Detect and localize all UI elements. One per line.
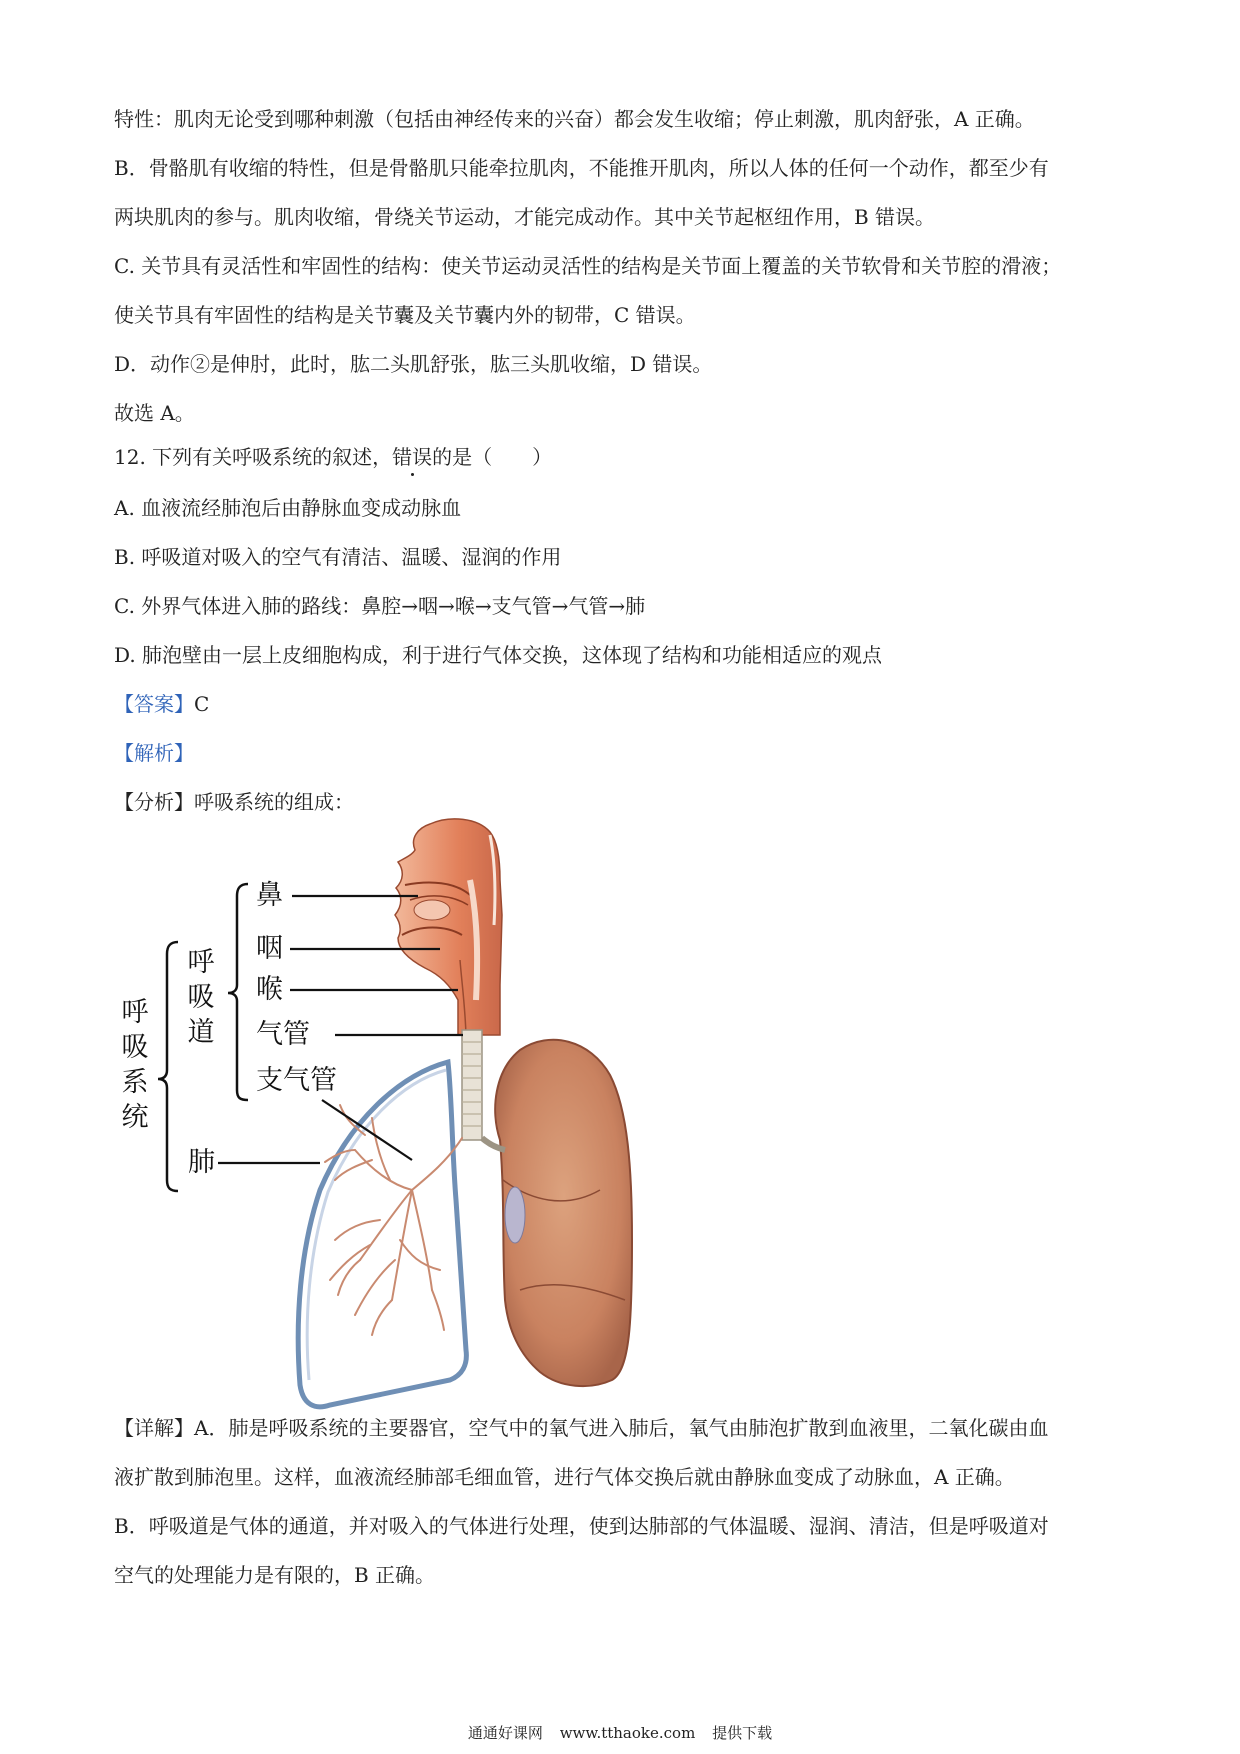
airway-brace: [228, 884, 248, 1100]
detail-text-1: A．肺是呼吸系统的主要器官，空气中的氧气进入肺后，氧气由肺泡扩散到血液里，二氧化碳由血: [194, 1416, 1049, 1440]
label-bronchi: 支气管: [256, 1065, 337, 1096]
page-footer: [0, 1722, 1240, 1743]
footer-site: 通通好课网: [467, 1724, 543, 1742]
system-brace: [158, 942, 178, 1191]
answer-value: C: [194, 692, 210, 716]
head-section-illustration: [395, 819, 502, 1035]
label-trachea: 气管: [256, 1019, 310, 1050]
trachea-illustration: [462, 1030, 482, 1140]
label-lung: 肺: [188, 1147, 215, 1178]
paragraph-line-5: 使关节具有牢固性的结构是关节囊及关节囊内外的韧带，C 错误。: [114, 303, 696, 327]
question-stem-post: 的是（ ）: [432, 445, 553, 469]
detail-line-3: B．呼吸道是气体的通道，并对吸入的气体进行处理，使到达肺部的气体温暖、湿润、清洁，但是呼吸道对: [114, 1514, 1049, 1538]
label-larynx: 喉: [256, 974, 283, 1005]
question-stem-emphasis: 错误: [392, 445, 433, 469]
paragraph-line-6: D．动作②是伸肘，此时，肱二头肌舒张，肱三头肌收缩，D 错误。: [114, 352, 713, 376]
label-nose: 鼻: [256, 880, 283, 911]
answer-tag: 【答案】: [114, 692, 194, 716]
paragraph-line-2: B．骨骼肌有收缩的特性，但是骨骼肌只能牵拉肌肉，不能推开肌肉，所以人体的任何一个动作，都至少有: [114, 156, 1049, 180]
detail-line-4: 空气的处理能力是有限的，B 正确。: [114, 1563, 436, 1587]
label-respiratory-system: 呼吸系统: [121, 997, 149, 1133]
paragraph-line-1: 特性：肌肉无论受到哪种刺激（包括由神经传来的兴奋）都会发生收缩；停止刺激，肌肉舒张，A 正确。: [114, 107, 1035, 131]
paragraph-line-4: C. 关节具有灵活性和牢固性的结构：使关节运动灵活性的结构是关节面上覆盖的关节软骨和关节腔的滑液；: [114, 254, 1062, 278]
footer-url[interactable]: www.tthaoke.com: [559, 1724, 696, 1742]
option-a: A. 血液流经肺泡后由静脉血变成动脉血: [114, 496, 462, 520]
option-c: C. 外界气体进入肺的路线：鼻腔→咽→喉→支气管→气管→肺: [114, 594, 646, 618]
paragraph-line-3: 两块肌肉的参与。肌肉收缩，骨绕关节运动，才能完成动作。其中关节起枢纽作用，B 错误。: [114, 205, 936, 229]
label-airway: 呼吸道: [187, 947, 215, 1048]
fenxi-text: 呼吸系统的组成：: [194, 790, 354, 814]
detail-line-1: [114, 1416, 1048, 1440]
footer-note: 提供下载: [712, 1724, 773, 1742]
paragraph-line-7: 故选 A。: [114, 401, 195, 425]
question-stem-pre: 12. 下列有关呼吸系统的叙述，: [114, 445, 393, 469]
option-d: D. 肺泡壁由一层上皮细胞构成，利于进行气体交换，这体现了结构和功能相适应的观点: [114, 643, 883, 667]
fenxi-tag: 【分析】: [114, 790, 194, 814]
detail-tag: 【详解】: [114, 1416, 194, 1440]
option-b: B. 呼吸道对吸入的空气有清洁、温暖、湿润的作用: [114, 545, 562, 569]
label-pharynx: 咽: [256, 933, 283, 964]
detail-line-2: 液扩散到肺泡里。这样，血液流经肺部毛细血管，进行气体交换后就由静脉血变成了动脉血，A 正确。: [114, 1465, 1015, 1489]
analysis-tag: 【解析】: [114, 741, 194, 765]
right-lung-illustration: [482, 1040, 632, 1386]
left-lung-section: [298, 1062, 466, 1407]
